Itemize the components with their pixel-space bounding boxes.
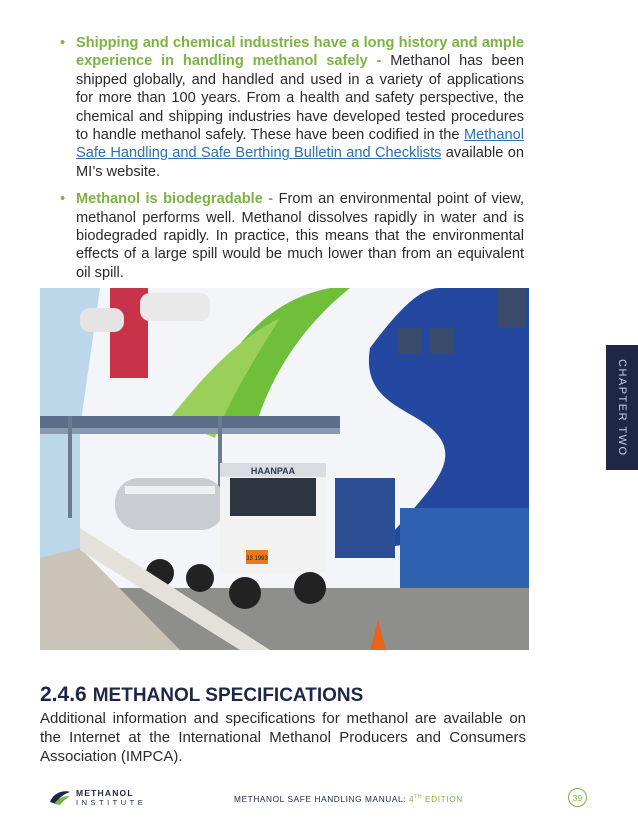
logo-leaf-icon [48, 790, 72, 806]
safe-handling-bulletin-link[interactable]: Methanol Safe Handling and Safe Berthing Bulletin and Checklists [76, 127, 524, 162]
photo-illustration [40, 288, 529, 650]
footer-title-text: METHANOL SAFE HANDLING MANUAL: [234, 794, 407, 804]
edition-superscript: TH [414, 794, 423, 801]
section-title: METHANOL SPECIFICATIONS [92, 685, 364, 706]
bullet-dot: • [60, 35, 66, 51]
edition-number: 4 [409, 794, 415, 804]
bullet-lead: Shipping and chemical industries have a long history and ample experience in handling methanol safely - [76, 35, 524, 70]
logo-text [76, 789, 146, 807]
section-body: Additional information and specifications for methanol are available on the Internet at the International Methanol Producers and Consumers Association (IMPCA). [40, 710, 526, 765]
edition-word: EDITION [425, 794, 463, 804]
bullet-text: Methanol has been shipped globally, and handled and used in a variety of applications for more than 100 years. From a health and safety perspective, the chemical and shipping industries have developed tested procedures to handle methanol safely. These have been codified in the [76, 53, 524, 144]
chapter-side-tab-label: CHAPTER TWO [616, 358, 628, 457]
footer-manual-title [234, 794, 463, 804]
bullet-lead: Methanol is biodegradable - [76, 191, 274, 208]
logo-line2: INSTITUTE [76, 798, 147, 807]
section-number: 2.4.6 [40, 683, 87, 706]
bullet-shipping-experience [58, 34, 524, 181]
page-number: 39 [568, 788, 587, 807]
methanol-tanker-truck-photo [40, 288, 529, 650]
hazard-plate-text: 33 1993 [246, 556, 268, 562]
section-heading [40, 683, 363, 707]
truck-sign-text: HAANPAA [250, 466, 296, 476]
methanol-institute-logo [48, 787, 146, 809]
bullet-biodegradable [58, 190, 524, 282]
bullet-text: From an environmental point of view, methanol performs well. Methanol dissolves rapidly in water and is biodegraded rapidly. In practice, this means that the environmental effects of a large spill would be much lower than from an equivalent oil spill. [76, 191, 525, 281]
bullet-list [58, 34, 524, 291]
footer-edition [409, 794, 463, 804]
bullet-tail: available on MI’s website. [76, 145, 524, 180]
logo-line1: METHANOL [76, 788, 134, 798]
chapter-side-tab [606, 345, 638, 470]
bullet-dot: • [60, 191, 66, 208]
